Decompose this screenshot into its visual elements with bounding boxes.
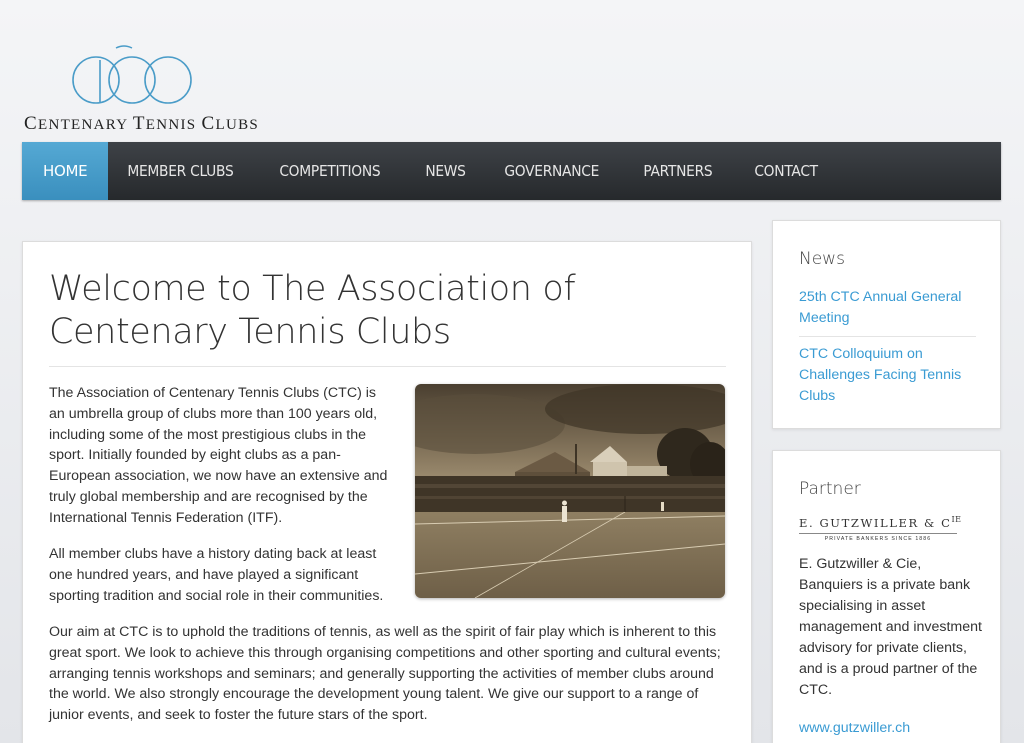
partner-widget: [772, 450, 1001, 743]
ctc-rings-logo-icon: [70, 40, 220, 110]
nav-partners[interactable]: PARTNERS: [643, 162, 713, 180]
nav-news[interactable]: NEWS: [424, 162, 466, 180]
news-widget: [772, 220, 1001, 429]
nav-home[interactable]: HOME: [22, 142, 108, 200]
historic-tennis-photo: [415, 384, 725, 598]
partner-widget-title: Partner: [799, 479, 861, 499]
nav-member-clubs[interactable]: MEMBER CLUBS: [127, 162, 234, 180]
main-nav: [22, 142, 1001, 200]
news-link-agm[interactable]: 25th CTC Annual General Meeting: [799, 287, 976, 337]
partner-logo[interactable]: E. GUTZWILLER & $C^{IE}$ PRIVATE BANKERS SINCE 1886: [799, 515, 962, 542]
history-paragraph: All member clubs have a history dating back at least one hundred years, and have played a significant sporting tradition and social role in their communities.: [49, 546, 384, 604]
logo-wordmark: CENTENARY TENNIS CLUBS: [24, 113, 260, 134]
news-link-colloquium[interactable]: CTC Colloquium on Challenges Facing Tennis Clubs: [799, 346, 962, 404]
main-content-panel: [22, 241, 752, 743]
nav-competitions[interactable]: COMPETITIONS: [278, 162, 381, 180]
partner-website-link[interactable]: www.gutzwiller.ch: [799, 720, 911, 736]
title-divider: [49, 366, 726, 367]
news-list: [799, 287, 976, 407]
nav-contact[interactable]: CONTACT: [754, 162, 819, 180]
site-logo[interactable]: [24, 40, 260, 135]
partner-description: E. Gutzwiller & Cie, Banquiers is a private bank specialising in asset management and investment advisory for private clients, and is a proud partner of the CTC.: [799, 556, 982, 698]
news-widget-title: News: [799, 249, 845, 269]
nav-governance[interactable]: GOVERNANCE: [504, 162, 600, 180]
intro-paragraph: The Association of Centenary Tennis Clubs (CTC) is an umbrella group of clubs more than 100 years old, including some of the most prestigious clubs in the sport. Initially founded by eight clubs as a pan-European association, we now have an extensive and truly global membership and are recognised by the International Tennis Federation (ITF).: [49, 385, 388, 526]
aims-paragraph: Our aim at CTC is to uphold the traditions of tennis, as well as the spirit of fair play which is inherent to this great sport. We look to achieve this through organising competitions and other sporting and cultural events; arranging tennis workshops and seminars; and generally supporting the activities of member clubs around the world. We also strongly encourage the development young talent. We give our support to a range of junior events, and seek to foster the future stars of the sport.: [49, 624, 721, 724]
page-title: Welcome to The Association of Centenary Tennis Clubs: [49, 269, 576, 352]
